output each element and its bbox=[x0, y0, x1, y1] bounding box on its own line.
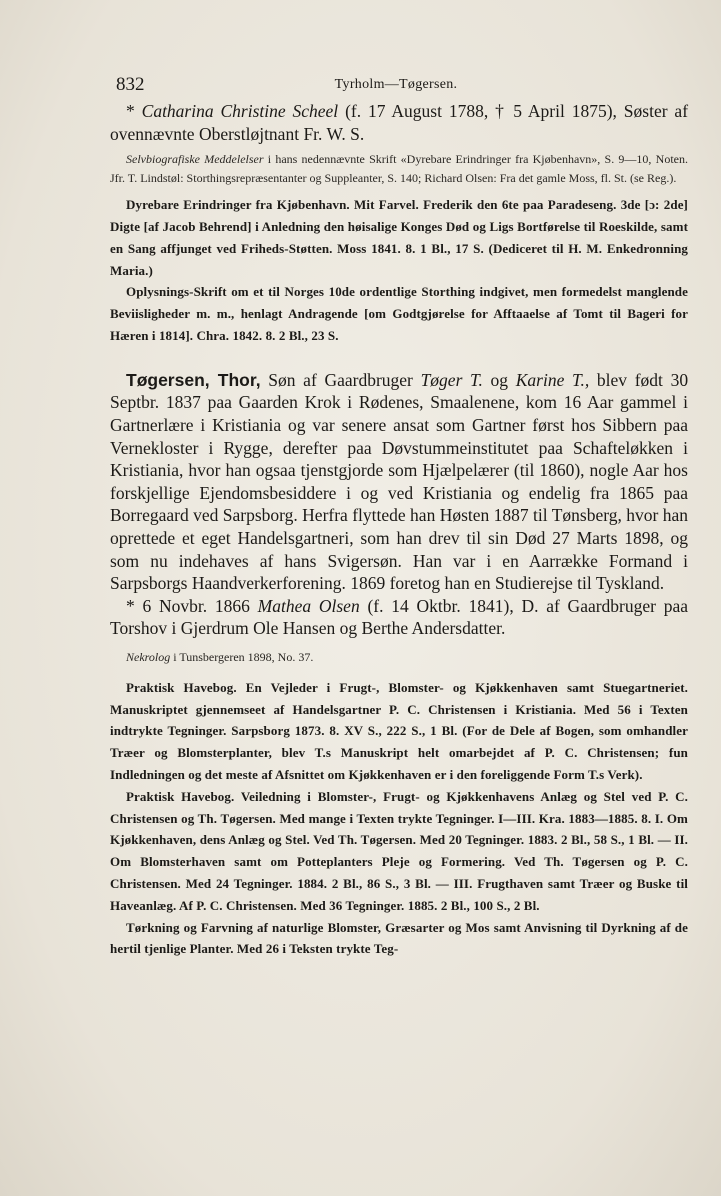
entry-scheel-dates: (f. 17 August 1788, † 5 April 1875), bbox=[345, 101, 617, 121]
entry-togersen-intro: Søn af Gaardbruger bbox=[268, 369, 413, 390]
entry-star: * bbox=[126, 101, 135, 121]
mother-name: Karine T., bbox=[515, 369, 590, 390]
obituary-text: i Tunsbergeren 1898, No. 37. bbox=[173, 649, 314, 664]
entry-scheel-sources bbox=[110, 150, 688, 188]
father-name: Tøger T. bbox=[420, 369, 483, 390]
spouse-name: Mathea Olsen bbox=[257, 595, 360, 616]
work-item: Praktisk Havebog. En Vejleder i Frugt-, Blomster- og Kjøkkenhaven samt Stuegartneriet. Manuskriptet gjennemseet af Handelsgartner P. C. Christensen i Kristiania. Med 56 i Texten indtrykte Tegninger. Sarpsborg 1873. 8. XV S., 222 S., 1 Bl. (For de Dele af Bogen, som omhandler Træer og Blomsterplanter, blev T.s Manuskript helt omarbejdet af P. C. Christensen; fun Indledningen og det meste af Afsnittet om Kjøkkenhaven er i den foreliggende Form T.s Verk). bbox=[110, 679, 688, 783]
obituary-title: Nekrolog bbox=[126, 649, 171, 664]
marriage-line bbox=[110, 595, 688, 640]
entry-scheel-heading bbox=[110, 100, 688, 145]
page-body bbox=[110, 100, 688, 960]
source-text: i hans nedennævnte Skrift «Dyrebare Erindringer fra Kjøbenhavn», S. 9—10, Noten. Jfr. T. Lindstøl: Storthingsrepræsentanter og Suppleanter, S. 140; Richard Olsen: Fra det gamle Moss, fl. St. (se Reg.). bbox=[110, 152, 688, 186]
running-title: Tyrholm—Tøgersen. bbox=[334, 77, 458, 92]
marriage-rest: (f. 14 Oktbr. 1841), D. af Gaardbruger paa Torshov i Gjerdrum Ole Hansen og Berthe Andersdatter. bbox=[110, 595, 689, 639]
entry-togersen-name: Tøgersen, Thor, bbox=[126, 369, 261, 390]
page-number: 832 bbox=[116, 74, 145, 95]
source-title: Selvbiografiske Meddelelser bbox=[126, 152, 264, 167]
work-item: Dyrebare Erindringer fra Kjøbenhavn. Mit Farvel. Frederik den 6te paa Paradeseng. 3de [ɔ: 2de] Digte [af Jacob Behrend] i Anledning den høisalige Konges Død og Ligs Bortførelse til Roeskilde, samt en Sang affjunget ved Friheds-Støtten. Moss 1841. 8. 1 Bl., 17 S. (Dediceret til H. M. Enkedronning Maria.) bbox=[110, 197, 688, 278]
work-item: Oplysnings-Skrift om et til Norges 10de ordentlige Storthing indgivet, men formedelst manglende Beviisligheder m. m., henlagt Andragende [om Godtgjørelse for Afftaaelse af Tomt til Bageri for Hæren i 1814]. Chra. 1842. 8. 2 Bl., 23 S. bbox=[110, 284, 688, 343]
entry-scheel-name: Catharina Christine Scheel bbox=[141, 101, 339, 121]
marriage-prefix: * 6 Novbr. 1866 bbox=[126, 595, 250, 616]
page-header bbox=[116, 74, 676, 98]
entry-scheel-desc: Søster af ovennævnte Oberstløjtnant Fr. W. S. bbox=[110, 101, 689, 144]
obituary-source bbox=[110, 648, 688, 667]
work-item: Praktisk Havebog. Veiledning i Blomster-, Frugt- og Kjøkkenhavens Anlæg og Stel ved P. C. Christensen og Th. Tøgersen. Med mange i Texten trykte Tegninger. I—III. Kra. 1883—1885. 8. I. Om Kjøkkenhaven, dens Anlæg og Stel. Ved Th. Tøgersen. Med 20 Tegninger. 1883. 2 Bl., 58 S., 1 Bl. — II. Om Blomsterhaven samt om Potteplanters Pleje og Formering. Ved Th. Tøgersen og P. C. Christensen. Med 24 Tegninger. 1884. 2 Bl., 86 S., 3 Bl. — III. Frugthaven samt Træer og Buske til Haveanlæg. Af P. C. Christensen. Med 36 Tegninger. 1885. 2 Bl., 100 S., 2 Bl. bbox=[110, 788, 688, 913]
entry-togersen-bio bbox=[110, 369, 688, 595]
conjunction: og bbox=[490, 369, 509, 390]
work-item: Tørkning og Farvning af naturlige Blomster, Græsarter og Mos samt Anvisning til Dyrkning af de hertil tjenlige Planter. Med 26 i Teksten trykte Teg- bbox=[110, 919, 688, 957]
biography-text: blev født 30 Septbr. 1837 paa Gaarden Krok i Rødenes, Smaalenene, kom 16 Aar gammel i Gartnerlære i Kristiania og var senere ansat som Gartner først hos Sibbern paa Vernekloster i Rygge, derefter paa Døvstummeinstitutet paa Schafteløkken i Kristiania, hvor han ogsaa tjenstgjorde som Hjælpelærer (til 1860), nogle Aar hos forskjellige Ejendomsbesiddere i og ved Kristiania og endelig fra 1865 paa Borregaard ved Sarpsborg. Herfra flyttede han Høsten 1887 til Tønsberg, hvor han oprettede et eget Handelsgartneri, som han drev til sin Død 27 Marts 1898, og som nu indehaves af hans Svigersøn. Han var i en Aarrække Formand i Sarpsborgs Haandverkerforening. 1869 foretog han en Studierejse til Tyskland. bbox=[110, 369, 689, 594]
